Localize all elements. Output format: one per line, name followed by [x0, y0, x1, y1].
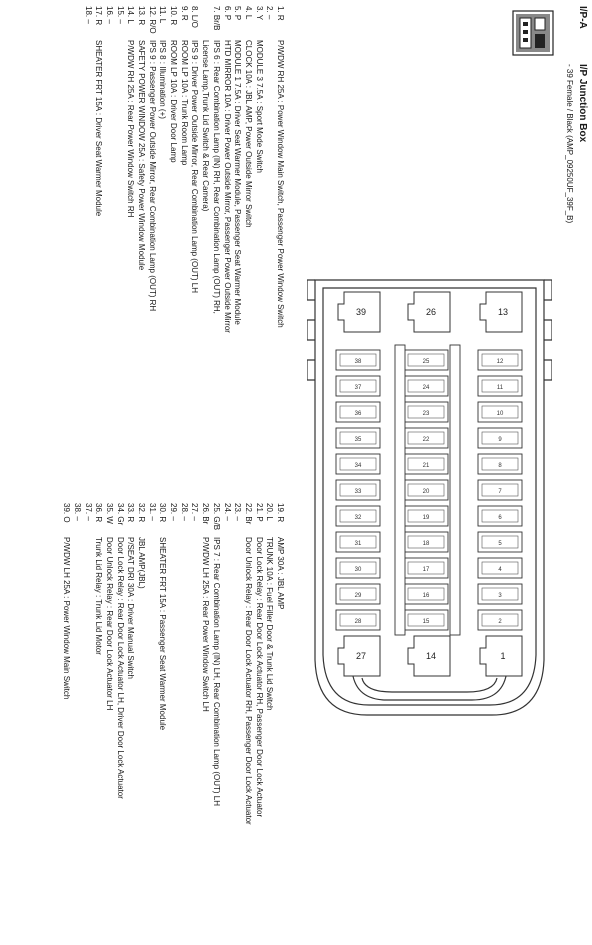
pin-number: 25. G/B	[211, 503, 221, 531]
pin-row	[242, 503, 253, 825]
pin-row	[178, 6, 189, 333]
small-terminal	[478, 402, 522, 422]
pin-row	[221, 503, 232, 825]
pin-number: 1. R	[276, 6, 285, 21]
small-terminal	[336, 506, 380, 526]
terminal-label: 6	[498, 515, 502, 521]
pin-number: 21. P	[254, 503, 264, 522]
terminal-label: 37	[354, 385, 362, 391]
connector-face-diagram	[307, 260, 552, 720]
pin-number: 39. O	[62, 503, 72, 523]
pin-description: IPS 9 : Passenger Power Outside Mirror, Rear Combination Lamp (OUT) RH	[147, 40, 157, 312]
pin-description: IPS 7 : Rear Combination Lamp (IN) LH, Rear Combination Lamp (OUT) LH	[211, 537, 221, 806]
pin-row	[264, 6, 275, 333]
small-terminal	[404, 428, 448, 448]
pin-number: 32. R	[137, 503, 147, 523]
pin-description: JBL AMP(JBL)	[137, 537, 147, 589]
small-terminal	[478, 558, 522, 578]
pin-description: IPS 6 : Rear Combination Lamp (IN) RH, Rear Combination Lamp (OUT) RH,	[211, 40, 221, 314]
pin-number: 3. Y	[254, 6, 264, 21]
terminal-label: 36	[354, 411, 362, 417]
small-terminal	[336, 610, 380, 630]
terminal-label: 33	[354, 489, 362, 495]
terminal-label: 32	[354, 515, 362, 521]
pin-number: 6. P	[222, 6, 232, 21]
pin-description: P/WDW LH 25A : Power Window Main Switch	[62, 537, 72, 700]
terminal-label: 11	[496, 385, 504, 391]
pin-row	[135, 503, 146, 825]
small-terminal	[336, 454, 380, 474]
small-terminal	[336, 558, 380, 578]
pin-row	[93, 6, 104, 333]
pin-number: 9. R	[179, 6, 189, 21]
pin-row	[114, 503, 125, 825]
terminal-label: 1	[500, 651, 506, 661]
pin-row	[221, 6, 232, 333]
terminal-label: 3	[498, 593, 502, 599]
pin-row	[93, 503, 104, 825]
terminal-label: 35	[354, 437, 362, 443]
pin-description: MODULE 3 7.5A : Sport Mode Switch	[254, 40, 264, 173]
pin-number: 2. –	[265, 6, 275, 20]
pin-row	[167, 6, 178, 333]
pin-description: CLOCK 10A : JBL AMP, Power Outside Mirror Switch	[243, 40, 253, 228]
large-terminal	[408, 636, 450, 676]
pin-row	[189, 503, 200, 825]
terminal-label: 12	[496, 359, 504, 365]
pin-number: 30. R	[158, 503, 168, 523]
pin-number: 5. P	[233, 6, 243, 21]
pin-number: 24. –	[222, 503, 232, 521]
large-terminal	[338, 292, 380, 332]
small-terminal	[336, 350, 380, 370]
pin-description: P/WDW RH 25A : Rear Power Window Switch RH	[126, 40, 136, 218]
terminal-label: 38	[354, 359, 362, 365]
pin-number: 37. –	[83, 503, 93, 521]
pin-row	[125, 6, 136, 333]
pin-row	[146, 503, 157, 825]
pin-list-left	[82, 6, 285, 333]
pin-list-right	[61, 503, 285, 825]
pin-row	[71, 503, 82, 825]
pin-description: Door Unlock Relay : Rear Door Lock Actuator LH	[105, 537, 114, 711]
terminal-label: 25	[422, 359, 430, 365]
connector-code: I/P-A	[577, 6, 588, 29]
pin-number: 35. W	[105, 503, 114, 524]
terminal-label: 16	[422, 593, 430, 599]
pin-row	[274, 6, 285, 333]
pin-row	[200, 6, 211, 333]
pin-row	[103, 503, 114, 825]
terminal-label: 24	[422, 385, 430, 391]
pin-description: SHEATER FRT 15A : Passenger Seat Warmer Module	[158, 537, 168, 731]
pin-description: AMP 30A : JBL AMP	[276, 537, 285, 610]
pin-row	[232, 6, 243, 333]
pin-number: 14. L	[126, 6, 136, 24]
terminal-label: 27	[355, 651, 367, 661]
pin-row	[178, 503, 189, 825]
terminal-label: 2	[498, 619, 502, 625]
small-terminal	[404, 558, 448, 578]
small-terminal	[478, 480, 522, 500]
terminal-label: 20	[422, 489, 430, 495]
connector-thumbnail-icon	[512, 10, 554, 56]
pin-description: HTD MIRROR 10A : Driver Power Outside Mirror, Passenger Power Outside Mirror	[222, 40, 232, 333]
pin-description: Trunk Lid Relay : Trunk Lid Motor	[94, 537, 104, 655]
terminal-label: 14	[425, 651, 437, 661]
terminal-label: 19	[422, 515, 430, 521]
pin-number: 34. Gr	[115, 503, 125, 526]
pin-row	[232, 503, 243, 825]
pin-number: 18. –	[83, 6, 93, 24]
pin-row	[253, 503, 264, 825]
pin-description: ROOM LP 10A : Trunk Room Lamp	[179, 40, 189, 166]
pin-row	[167, 503, 178, 825]
terminal-label: 30	[354, 567, 362, 573]
small-terminal	[336, 376, 380, 396]
terminal-label: 28	[354, 619, 362, 625]
pin-number: 17. R	[94, 6, 104, 26]
terminal-label: 21	[422, 463, 430, 469]
small-terminal	[478, 454, 522, 474]
terminal-label: 17	[422, 567, 430, 573]
pin-row	[200, 503, 211, 825]
small-terminal	[404, 610, 448, 630]
pin-number: 23. –	[233, 503, 243, 521]
pin-row	[157, 503, 168, 825]
pin-row	[210, 6, 221, 333]
small-terminal	[336, 584, 380, 604]
pin-description: SHEATER FRT 15A : Driver Seat Warmer Module	[94, 40, 104, 217]
terminal-label: 4	[498, 567, 502, 573]
pin-number: 11. L	[158, 6, 168, 24]
pin-description: P/WDW RH 25A : Power Window Main Switch, Passenger Power Window Switch	[276, 40, 285, 328]
pin-description: ROOM LP 10A : Driver Door Lamp	[169, 40, 179, 163]
pin-number: 27. –	[190, 503, 200, 521]
pin-row	[146, 6, 157, 333]
pin-number: 10. R	[169, 6, 179, 26]
pin-row	[264, 503, 275, 825]
terminal-label: 13	[497, 307, 509, 317]
small-terminal	[478, 376, 522, 396]
small-terminal	[478, 584, 522, 604]
terminal-label: 9	[498, 437, 502, 443]
small-terminal	[478, 428, 522, 448]
terminal-label: 34	[354, 463, 362, 469]
pin-number: 20. L	[265, 503, 275, 521]
small-terminal	[478, 610, 522, 630]
terminal-label: 29	[354, 593, 362, 599]
pin-description: P/WDW LH 25A : Rear Power Window Switch LH	[201, 537, 211, 712]
pin-row	[82, 6, 93, 333]
pin-description: Door Unlock Relay : Rear Door Lock Actuator RH, Passenger Door Lock Actuator	[243, 537, 253, 825]
connector-spec: - 39 Female / Black (AMP_09250UF_39F_B)	[565, 64, 574, 224]
small-terminal	[404, 350, 448, 370]
small-terminal	[336, 402, 380, 422]
small-terminal	[404, 532, 448, 552]
pin-number: 38. –	[72, 503, 82, 521]
pin-description: IPS 9 : Driver Power Outside Mirror, Rear Combination Lamp (OUT) LH	[190, 40, 200, 293]
terminal-label: 15	[422, 619, 430, 625]
pin-description: IPS 8 : Illumination (+)	[158, 40, 168, 119]
pin-row	[103, 6, 114, 333]
pin-description: License Lamp,Trunk Lid Switch & Rear Camera)	[201, 40, 211, 212]
terminal-label: 26	[425, 307, 437, 317]
terminal-label: 22	[422, 437, 430, 443]
pin-number: 4. L	[243, 6, 253, 20]
pin-number: 33. R	[126, 503, 136, 523]
large-terminal	[480, 636, 522, 676]
small-terminal	[404, 584, 448, 604]
small-terminal	[336, 532, 380, 552]
pin-number: 7. Br/B	[211, 6, 221, 31]
pin-number: 12. R/O	[147, 6, 157, 34]
small-terminal	[404, 480, 448, 500]
pin-row	[157, 6, 168, 333]
pin-row	[189, 6, 200, 333]
pin-row	[114, 6, 125, 333]
pin-description: P/SEAT DRI 30A : Driver Manual Switch	[126, 537, 136, 679]
terminal-label: 23	[422, 411, 430, 417]
pin-row	[274, 503, 285, 825]
pin-description: Door Lock Relay : Rear Door Lock Actuator LH, Driver Door Lock Actuator	[115, 537, 125, 799]
small-terminal	[404, 454, 448, 474]
small-terminal	[478, 532, 522, 552]
pin-number: 15. –	[115, 6, 125, 24]
pin-number: 13. R	[137, 6, 147, 26]
large-terminal	[338, 636, 380, 676]
pin-description: SAFETY POWER WINDOW 25A : Safety Power Window Module	[137, 40, 147, 271]
terminal-label: 39	[355, 307, 367, 317]
pin-number: 22. Br	[243, 503, 253, 525]
terminal-label: 5	[498, 541, 502, 547]
pin-description: TRUNK 10A : Fuel Filler Door & Trunk Lid Switch	[265, 537, 275, 711]
small-terminal	[404, 402, 448, 422]
terminal-label: 31	[354, 541, 362, 547]
terminal-label: 18	[422, 541, 430, 547]
small-terminal	[404, 376, 448, 396]
pin-row	[135, 6, 146, 333]
pin-number: 31. –	[147, 503, 157, 521]
pin-number: 29. –	[169, 503, 179, 521]
large-terminal	[480, 292, 522, 332]
small-terminal	[336, 480, 380, 500]
page-title: I/P Junction Box	[577, 64, 588, 143]
pin-number: 16. –	[105, 6, 114, 24]
pin-number	[200, 6, 211, 40]
small-terminal	[478, 350, 522, 370]
pin-number: 26. Br	[201, 503, 211, 525]
pin-description: MODULE 1 7.5A : Driver Seat Warmer Module, Passenger Seat Warmer Module	[233, 40, 243, 325]
pin-number: 19. R	[276, 503, 285, 523]
pin-number: 36. R	[94, 503, 104, 523]
pin-description: Door Lock Relay : Rear Door Lock Actuator RH, Passenger Door Lock Actuator	[254, 537, 264, 818]
pin-row	[82, 503, 93, 825]
small-terminal	[404, 506, 448, 526]
small-terminal	[478, 506, 522, 526]
small-terminal	[336, 428, 380, 448]
large-terminal	[408, 292, 450, 332]
pin-number: 8. L/O	[190, 6, 200, 28]
pin-row	[125, 503, 136, 825]
terminal-label: 7	[498, 489, 502, 495]
terminal-label: 10	[496, 411, 504, 417]
pin-row	[210, 503, 221, 825]
terminal-label: 8	[498, 463, 502, 469]
pin-row	[242, 6, 253, 333]
pin-number: 28. –	[179, 503, 189, 521]
pin-row	[253, 6, 264, 333]
pin-row	[61, 503, 72, 825]
